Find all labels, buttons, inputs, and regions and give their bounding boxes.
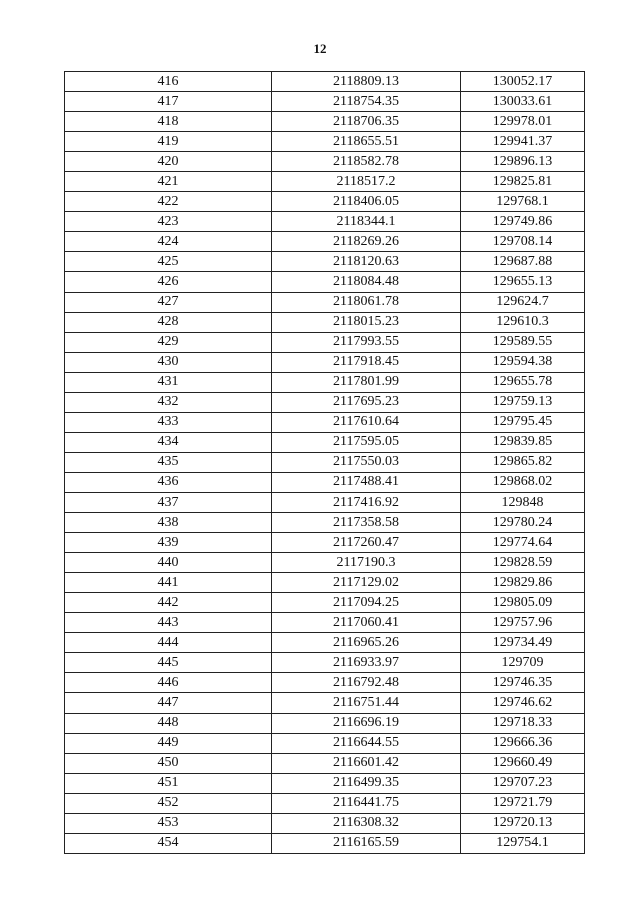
- table-row: [65, 112, 585, 132]
- y-coordinate-cell: 129868.02: [461, 472, 585, 492]
- table-row: [65, 653, 585, 673]
- x-coordinate-cell: 2118344.1: [272, 212, 461, 232]
- table-row: [65, 773, 585, 793]
- x-coordinate-cell: 2117129.02: [272, 573, 461, 593]
- table-row: [65, 533, 585, 553]
- x-coordinate-cell: 2116165.59: [272, 833, 461, 853]
- point-number-cell: 429: [65, 332, 272, 352]
- table-row: [65, 212, 585, 232]
- y-coordinate-cell: 129978.01: [461, 112, 585, 132]
- x-coordinate-cell: 2118706.35: [272, 112, 461, 132]
- point-number-cell: 432: [65, 392, 272, 412]
- y-coordinate-cell: 129749.86: [461, 212, 585, 232]
- table-row: [65, 452, 585, 472]
- x-coordinate-cell: 2118754.35: [272, 92, 461, 112]
- y-coordinate-cell: 129718.33: [461, 713, 585, 733]
- x-coordinate-cell: 2116751.44: [272, 693, 461, 713]
- y-coordinate-cell: 129828.59: [461, 553, 585, 573]
- y-coordinate-cell: 129825.81: [461, 172, 585, 192]
- point-number-cell: 453: [65, 813, 272, 833]
- x-coordinate-cell: 2117595.05: [272, 432, 461, 452]
- y-coordinate-cell: 129589.55: [461, 332, 585, 352]
- x-coordinate-cell: 2118015.23: [272, 312, 461, 332]
- point-number-cell: 417: [65, 92, 272, 112]
- table-row: [65, 92, 585, 112]
- point-number-cell: 437: [65, 492, 272, 512]
- x-coordinate-cell: 2116601.42: [272, 753, 461, 773]
- point-number-cell: 444: [65, 633, 272, 653]
- table-row: [65, 613, 585, 633]
- y-coordinate-cell: 129655.13: [461, 272, 585, 292]
- table-row: [65, 573, 585, 593]
- table-row: [65, 472, 585, 492]
- x-coordinate-cell: 2117094.25: [272, 593, 461, 613]
- table-row: [65, 673, 585, 693]
- x-coordinate-cell: 2116644.55: [272, 733, 461, 753]
- x-coordinate-cell: 2118582.78: [272, 152, 461, 172]
- point-number-cell: 449: [65, 733, 272, 753]
- table-row: [65, 352, 585, 372]
- y-coordinate-cell: 129795.45: [461, 412, 585, 432]
- x-coordinate-cell: 2118809.13: [272, 72, 461, 92]
- x-coordinate-cell: 2116965.26: [272, 633, 461, 653]
- page-number: 12: [313, 41, 327, 56]
- y-coordinate-cell: 129848: [461, 492, 585, 512]
- x-coordinate-cell: 2117695.23: [272, 392, 461, 412]
- table-row: [65, 492, 585, 512]
- y-coordinate-cell: 129720.13: [461, 813, 585, 833]
- point-number-cell: 425: [65, 252, 272, 272]
- point-number-cell: 435: [65, 452, 272, 472]
- y-coordinate-cell: 129941.37: [461, 132, 585, 152]
- x-coordinate-cell: 2116933.97: [272, 653, 461, 673]
- point-number-cell: 430: [65, 352, 272, 372]
- table-row: [65, 252, 585, 272]
- x-coordinate-cell: 2116792.48: [272, 673, 461, 693]
- point-number-cell: 428: [65, 312, 272, 332]
- x-coordinate-cell: 2116308.32: [272, 813, 461, 833]
- table-row: [65, 192, 585, 212]
- table-row: [65, 152, 585, 172]
- x-coordinate-cell: 2117801.99: [272, 372, 461, 392]
- x-coordinate-cell: 2116499.35: [272, 773, 461, 793]
- coordinates-table: [64, 71, 585, 854]
- y-coordinate-cell: 129721.79: [461, 793, 585, 813]
- x-coordinate-cell: 2116696.19: [272, 713, 461, 733]
- point-number-cell: 441: [65, 573, 272, 593]
- y-coordinate-cell: 129655.78: [461, 372, 585, 392]
- y-coordinate-cell: 129660.49: [461, 753, 585, 773]
- y-coordinate-cell: 129865.82: [461, 452, 585, 472]
- point-number-cell: 442: [65, 593, 272, 613]
- y-coordinate-cell: 129708.14: [461, 232, 585, 252]
- point-number-cell: 427: [65, 292, 272, 312]
- y-coordinate-cell: 129774.64: [461, 533, 585, 553]
- point-number-cell: 423: [65, 212, 272, 232]
- table-body: [65, 72, 585, 854]
- point-number-cell: 440: [65, 553, 272, 573]
- table-row: [65, 412, 585, 432]
- x-coordinate-cell: 2117358.58: [272, 513, 461, 533]
- x-coordinate-cell: 2117993.55: [272, 332, 461, 352]
- point-number-cell: 422: [65, 192, 272, 212]
- point-number-cell: 436: [65, 472, 272, 492]
- table-row: [65, 693, 585, 713]
- table-row: [65, 272, 585, 292]
- point-number-cell: 416: [65, 72, 272, 92]
- point-number-cell: 446: [65, 673, 272, 693]
- point-number-cell: 431: [65, 372, 272, 392]
- y-coordinate-cell: 129759.13: [461, 392, 585, 412]
- y-coordinate-cell: 130033.61: [461, 92, 585, 112]
- table-row: [65, 172, 585, 192]
- point-number-cell: 426: [65, 272, 272, 292]
- x-coordinate-cell: 2117060.41: [272, 613, 461, 633]
- table-row: [65, 793, 585, 813]
- point-number-cell: 452: [65, 793, 272, 813]
- y-coordinate-cell: 129709: [461, 653, 585, 673]
- table-row: [65, 593, 585, 613]
- y-coordinate-cell: 129805.09: [461, 593, 585, 613]
- point-number-cell: 419: [65, 132, 272, 152]
- table-row: [65, 332, 585, 352]
- x-coordinate-cell: 2117488.41: [272, 472, 461, 492]
- point-number-cell: 448: [65, 713, 272, 733]
- point-number-cell: 420: [65, 152, 272, 172]
- table-row: [65, 633, 585, 653]
- table-row: [65, 733, 585, 753]
- table-row: [65, 72, 585, 92]
- point-number-cell: 439: [65, 533, 272, 553]
- x-coordinate-cell: 2118406.05: [272, 192, 461, 212]
- y-coordinate-cell: 129624.7: [461, 292, 585, 312]
- point-number-cell: 438: [65, 513, 272, 533]
- y-coordinate-cell: 129707.23: [461, 773, 585, 793]
- y-coordinate-cell: 129746.62: [461, 693, 585, 713]
- table-row: [65, 513, 585, 533]
- table-row: [65, 753, 585, 773]
- x-coordinate-cell: 2117260.47: [272, 533, 461, 553]
- table-row: [65, 292, 585, 312]
- x-coordinate-cell: 2118084.48: [272, 272, 461, 292]
- x-coordinate-cell: 2117190.3: [272, 553, 461, 573]
- table-row: [65, 833, 585, 853]
- table-row: [65, 553, 585, 573]
- point-number-cell: 433: [65, 412, 272, 432]
- y-coordinate-cell: 129734.49: [461, 633, 585, 653]
- y-coordinate-cell: 129780.24: [461, 513, 585, 533]
- x-coordinate-cell: 2117610.64: [272, 412, 461, 432]
- y-coordinate-cell: 129768.1: [461, 192, 585, 212]
- y-coordinate-cell: 129666.36: [461, 733, 585, 753]
- point-number-cell: 424: [65, 232, 272, 252]
- point-number-cell: 421: [65, 172, 272, 192]
- y-coordinate-cell: 129757.96: [461, 613, 585, 633]
- y-coordinate-cell: 129839.85: [461, 432, 585, 452]
- y-coordinate-cell: 129594.38: [461, 352, 585, 372]
- x-coordinate-cell: 2118061.78: [272, 292, 461, 312]
- x-coordinate-cell: 2118655.51: [272, 132, 461, 152]
- y-coordinate-cell: 129896.13: [461, 152, 585, 172]
- point-number-cell: 434: [65, 432, 272, 452]
- point-number-cell: 447: [65, 693, 272, 713]
- x-coordinate-cell: 2118120.63: [272, 252, 461, 272]
- y-coordinate-cell: 130052.17: [461, 72, 585, 92]
- y-coordinate-cell: 129829.86: [461, 573, 585, 593]
- y-coordinate-cell: 129687.88: [461, 252, 585, 272]
- table-row: [65, 713, 585, 733]
- x-coordinate-cell: 2118517.2: [272, 172, 461, 192]
- table-row: [65, 132, 585, 152]
- y-coordinate-cell: 129746.35: [461, 673, 585, 693]
- x-coordinate-cell: 2117550.03: [272, 452, 461, 472]
- point-number-cell: 451: [65, 773, 272, 793]
- point-number-cell: 418: [65, 112, 272, 132]
- y-coordinate-cell: 129754.1: [461, 833, 585, 853]
- table-row: [65, 372, 585, 392]
- x-coordinate-cell: 2117918.45: [272, 352, 461, 372]
- x-coordinate-cell: 2116441.75: [272, 793, 461, 813]
- table-row: [65, 432, 585, 452]
- x-coordinate-cell: 2118269.26: [272, 232, 461, 252]
- point-number-cell: 443: [65, 613, 272, 633]
- point-number-cell: 454: [65, 833, 272, 853]
- point-number-cell: 445: [65, 653, 272, 673]
- table-row: [65, 392, 585, 412]
- table-row: [65, 813, 585, 833]
- table-row: [65, 232, 585, 252]
- point-number-cell: 450: [65, 753, 272, 773]
- x-coordinate-cell: 2117416.92: [272, 492, 461, 512]
- y-coordinate-cell: 129610.3: [461, 312, 585, 332]
- table-row: [65, 312, 585, 332]
